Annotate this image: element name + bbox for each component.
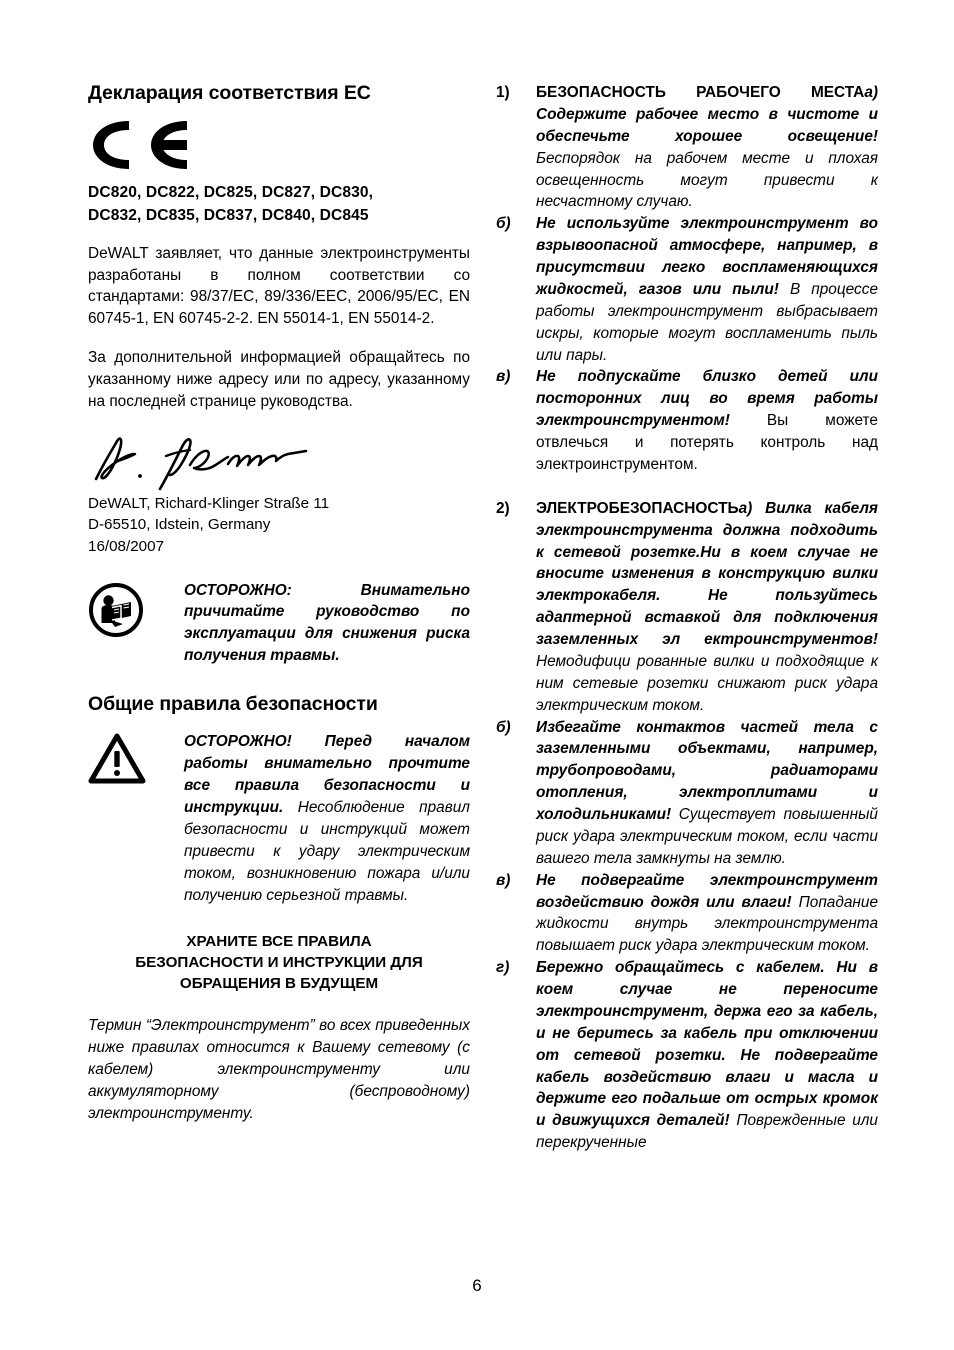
contact-paragraph: За дополнительной информацией обращайтесь по указанному ниже адресу или по адресу, указанному на последней странице руководства. (88, 349, 470, 410)
list-item-body (536, 957, 878, 1154)
list-marker: г) (496, 959, 510, 977)
list-item-body (536, 82, 878, 213)
two-column-layout (88, 82, 878, 1154)
list-item-rest: Беспорядок на рабочем месте и плохая освещенность могут привести к несчастному случаю. (536, 149, 878, 211)
keep-instructions-line-3: ОБРАЩЕНИЯ В БУДУЩЕМ (179, 975, 379, 993)
list-item-body (536, 498, 878, 717)
signature-icon (88, 431, 348, 493)
general-safety-warning-rest: Несоблюдение правил безопасности и инструкций может привести к удару электрическим током, возникновению пожара и/или получению серьезной травмы. (184, 799, 470, 904)
list-item-lead: Избегайте контактов частей тела с заземленными объектами, например, трубопроводами, радиаторами отопления, электроплитами и холодильниками! (536, 718, 878, 823)
list-marker: 2) (496, 499, 510, 517)
read-manual-warning-row (88, 580, 470, 668)
declaration-paragraph: DeWALT заявляет, что данные электроинструменты разработаны в полном соответствии со стандартами: 98/37/EC, 89/336/EEC, 2006/95/EC, EN 60745-1, EN 60745-2-2. EN 55014-1, EN 55014-2. (88, 244, 470, 328)
list-item-rest: Немодифици рованные вилки и подходящие к ним сетевые розетки снижают риск удара электрическим током. (536, 652, 878, 714)
list-item-rest: Попадание жидкости внутрь электроинструмента повышает риск удара электрическим током. (536, 893, 879, 955)
list-item-lead: Бережно обращайтесь с кабелем. Ни в коем случае не переносите электроинструмент, держа его за кабель, и не беритесь за кабель при отключении от сетевой розетки. Не подвергайте кабель воздействию влаги и масла и держите его подальше от острых кромок и движущихся деталей! (536, 959, 878, 1130)
list-item-lead: Не подпускайте близко детей или посторонних лиц во время работы электроинструментом! (536, 368, 878, 430)
address-block (88, 493, 470, 558)
keep-instructions-block (88, 932, 470, 995)
keep-instructions-line-2: БЕЗОПАСНОСТИ И ИНСТРУКЦИИ ДЛЯ (135, 954, 423, 972)
left-column (88, 82, 470, 1154)
list-item (496, 717, 878, 870)
general-safety-warning-bold: ОСТОРОЖНО! Перед началом работы внимательно прочтите все правила безопасности и инструкции. (184, 733, 470, 817)
right-column (496, 82, 878, 1154)
list-item-heading: БЕЗОПАСНОСТЬ РАБОЧЕГО МЕСТА (536, 84, 865, 101)
list-item-body (536, 366, 878, 475)
list-marker: б) (496, 215, 511, 233)
list-item-rest: В процессе работы электроинструмент выбрасывает искры, которые могут воспламенить пыль или пары. (536, 280, 878, 364)
list-item-rest: Вы можете отвлечься и потерять контроль над электроинструментом. (536, 412, 878, 473)
list-item (496, 213, 878, 366)
read-manual-warning-text: ОСТОРОЖНО: Внимательно причитайте руководство по эксплуатации для снижения риска получения травмы. (184, 581, 470, 665)
list-item-heading: ЭЛЕКТРОБЕЗОПАСНОСТЬ (536, 499, 739, 517)
general-safety-warning-row (88, 731, 470, 906)
declaration-title: Декларация соответствия ЕС (88, 82, 371, 104)
address-date: 16/08/2007 (88, 537, 165, 555)
list-item-rest: Существует повышенный риск удара электрическим током, если части вашего тела замкнуты на землю. (536, 806, 878, 867)
warning-triangle-icon (88, 731, 184, 785)
list-marker: б) (496, 718, 511, 736)
list-item-lead: а) Вилка кабеля электроинструмента должна подходить к сетевой розетке.Ни в коем случае не вносите изменения в конструкцию вилки электрокабеля. Не пользуйтесь адаптерной вставкой для подключения заземленных эл ектроинструментов! (536, 499, 878, 648)
general-safety-title: Общие правила безопасности (88, 693, 378, 716)
list-item (496, 957, 878, 1154)
list-item (496, 82, 878, 213)
list-marker: 1) (496, 84, 510, 101)
address-line-2: D-65510, Idstein, Germany (88, 516, 271, 534)
list-item (496, 870, 878, 958)
list-marker: в) (496, 368, 511, 386)
list-item-lead: Не используйте электроинструмент во взрывоопасной атмосфере, например, в присутствии легко воспламеняющихся жидкостей, газов или пыли! (536, 215, 878, 298)
list-item (496, 366, 878, 475)
page-number: 6 (472, 1276, 482, 1295)
list-item-lead: Не подвергайте электроинструмент воздействию дождя или влаги! (536, 871, 878, 911)
address-line-1: DeWALT, Richard-Klinger Straße 11 (88, 494, 330, 512)
read-manual-icon (88, 580, 184, 638)
term-definition-paragraph: Термин “Электроинструмент” во всех приведенных ниже правилах относится к Вашему сетевому (с кабелем) электроинструменту или аккумуляторному (беспроводному) электроинструменту. (88, 1017, 470, 1122)
keep-instructions-line-1: ХРАНИТЕ ВСЕ ПРАВИЛА (186, 933, 372, 951)
model-numbers-line-2: DC832, DC835, DC837, DC840, DC845 (88, 206, 369, 224)
list-item-body (536, 870, 878, 958)
list-item-body (536, 717, 878, 870)
list-item-lead: а) Содержите рабочее место в чистоте и обеспечьте хорошее освещение! (536, 84, 878, 145)
model-numbers (88, 182, 470, 226)
general-safety-warning-text (184, 731, 470, 906)
list-marker: в) (496, 871, 511, 889)
list-item-rest: Поврежденные или перекрученные (536, 1112, 878, 1152)
list-item-body (536, 213, 878, 366)
model-numbers-line-1: DC820, DC822, DC825, DC827, DC830, (88, 184, 374, 202)
ce-mark-icon (89, 118, 199, 170)
list-item (496, 498, 878, 717)
